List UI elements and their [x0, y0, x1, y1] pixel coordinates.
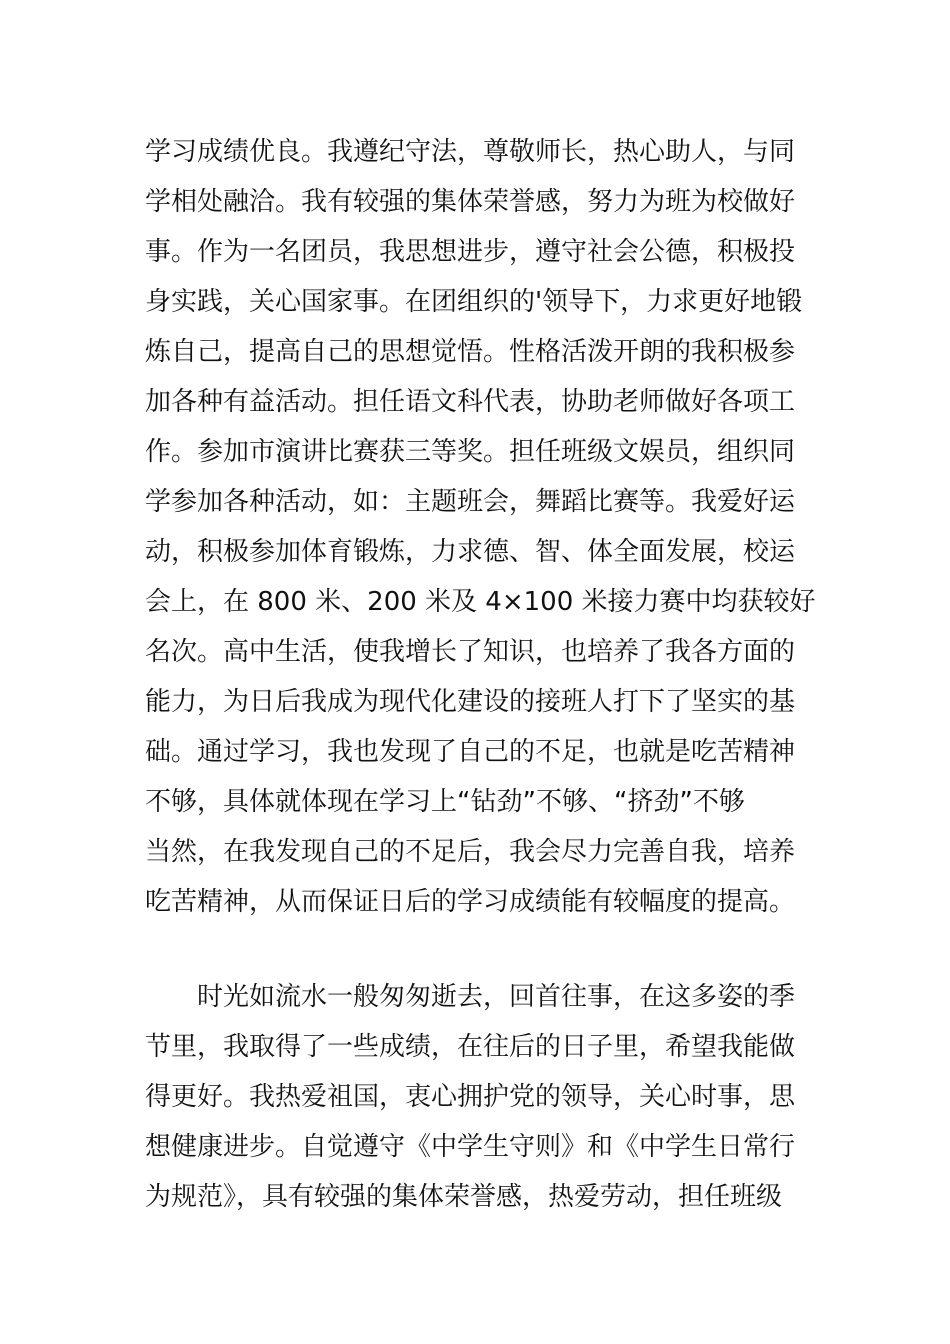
text-line: 会上，在 800 米、200 米及 4×100 米接力赛中均获较好 [145, 587, 816, 617]
paragraph-2 [145, 972, 810, 1222]
text-line: 当然，在我发现自己的不足后，我会尽力完善自我，培养 [145, 837, 796, 867]
paragraph-1 [145, 127, 816, 927]
text-line: 加各种有益活动。担任语文科代表，协助老师做好各项工 [145, 387, 796, 417]
text-line: 为规范》，具有较强的集体荣誉感，热爱劳动，担任班级 [145, 1182, 783, 1212]
text-line: 能力，为日后我成为现代化建设的接班人打下了坚实的基 [145, 687, 796, 717]
text-line: 时光如流水一般匆匆逝去，回首往事，在这多姿的季 [145, 982, 796, 1012]
text-line: 础。通过学习，我也发现了自己的不足，也就是吃苦精神 [145, 737, 796, 767]
text-line: 节里，我取得了一些成绩，在往后的日子里，希望我能做 [145, 1032, 796, 1062]
text-line: 学参加各种活动，如：主题班会，舞蹈比赛等。我爱好运 [145, 487, 796, 517]
text-line: 学习成绩优良。我遵纪守法，尊敬师长，热心助人，与同 [145, 137, 796, 167]
text-line: 炼自己，提高自己的思想觉悟。性格活泼开朗的我积极参 [145, 337, 796, 367]
text-line: 得更好。我热爱祖国，衷心拥护党的领导，关心时事，思 [145, 1082, 796, 1112]
text-line: 事。作为一名团员，我思想进步，遵守社会公德，积极投 [145, 237, 796, 267]
text-line: 学相处融洽。我有较强的集体荣誉感，努力为班为校做好 [145, 187, 796, 217]
text-line: 名次。高中生活，使我增长了知识，也培养了我各方面的 [145, 637, 796, 667]
text-line: 不够，具体就体现在学习上“钻劲”不够、“挤劲”不够 [145, 787, 745, 817]
text-line: 吃苦精神，从而保证日后的学习成绩能有较幅度的提高。 [145, 887, 796, 917]
text-line: 作。参加市演讲比赛获三等奖。担任班级文娱员，组织同 [145, 437, 796, 467]
text-line: 身实践，关心国家事。在团组织的'领导下，力求更好地锻 [145, 287, 803, 317]
text-line: 动，积极参加体育锻炼，力求德、智、体全面发展，校运 [145, 537, 796, 567]
text-line: 想健康进步。自觉遵守《中学生守则》和《中学生日常行 [145, 1132, 796, 1162]
